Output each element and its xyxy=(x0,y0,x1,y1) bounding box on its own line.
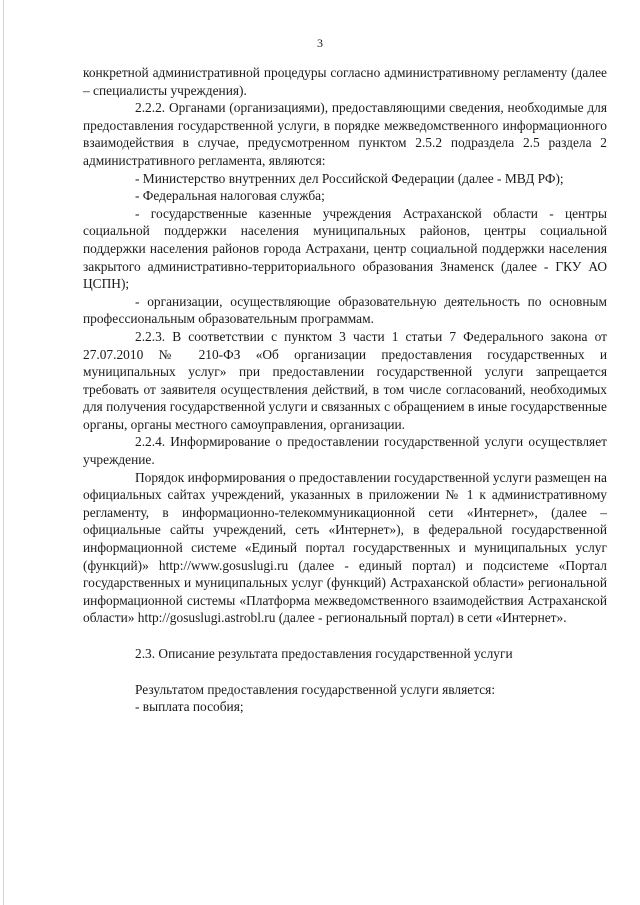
list-item-fns: - Федеральная налоговая служба; xyxy=(135,188,325,204)
result-intro: Результатом предоставления государственной услуги является: xyxy=(135,681,496,697)
paragraph-2-2-2: 2.2.2. Органами (организациями), предоставляющими сведения, необходимые для предоставления государственной услуги, в порядке межведомственного информационного взаимодействия в случае, предусмотренном пунктом 2.5.2 подраздела 2.5 раздела 2 административного регламента, являются: xyxy=(83,100,607,168)
list-item-mvd: - Министерство внутренних дел Российской Федерации (далее - МВД РФ); xyxy=(135,170,564,186)
paragraph-continuation: конкретной административной процедуры согласно административному регламенту (далее – специалисты учреждения). xyxy=(83,65,607,98)
document-body xyxy=(83,64,607,716)
list-item-gku: - государственные казенные учреждения Астраханской области - центры социальной поддержки населения муниципальных районов, центры социальной поддержки населения районов города Астрахани, центр социальной поддержки населения закрытого административно-территориального образования Знаменск (далее - ГКУ АО ЦСПН); xyxy=(83,205,607,292)
page-number: 3 xyxy=(317,36,323,50)
list-item-organizations: - организации, осуществляющие образовательную деятельность по основным профессиональным образовательным программам. xyxy=(83,293,607,327)
paragraph-2-2-4: 2.2.4. Информирование о предоставлении государственной услуги осуществляет учреждение. xyxy=(83,434,607,468)
page-edge-line xyxy=(3,0,4,905)
result-item: - выплата пособия; xyxy=(135,699,244,715)
section-heading-2-3: 2.3. Описание результата предоставления государственной услуги xyxy=(135,646,513,661)
paragraph-informing-procedure: Порядок информирования о предоставлении государственной услуги размещен на официальных сайтах учреждений, указанных в приложении № 1 к административному регламенту, в информационно-телекоммуникационной сети «Интернет», (далее – официальные сайты учреждений, сеть «Интернет»), в федеральной государственной информационной системе «Единый портал государственных и муниципальных услуг (функций)» http://www.gosuslugi.ru (далее - единый портал) и подсистеме «Портал государственных и муниципальных услуг (функций) Астраханской области» региональной информационной системы «Платформа межведомственного взаимодействия Астраханской области» http://gosuslugi.astrobl.ru (далее - региональный портал) в сети «Интернет». xyxy=(83,469,607,626)
paragraph-2-2-3: 2.2.3. В соответствии с пунктом 3 части 1 статьи 7 Федерального закона от 27.07.2010 № 210-ФЗ «Об организации предоставления государственных и муниципальных услуг» при предоставлении государственной услуги запрещается требовать от заявителя осуществления действий, в том числе согласований, необходимых для получения государственной услуги и связанных с обращением в иные государственные органы, органы местного самоуправления, организации. xyxy=(83,328,607,432)
